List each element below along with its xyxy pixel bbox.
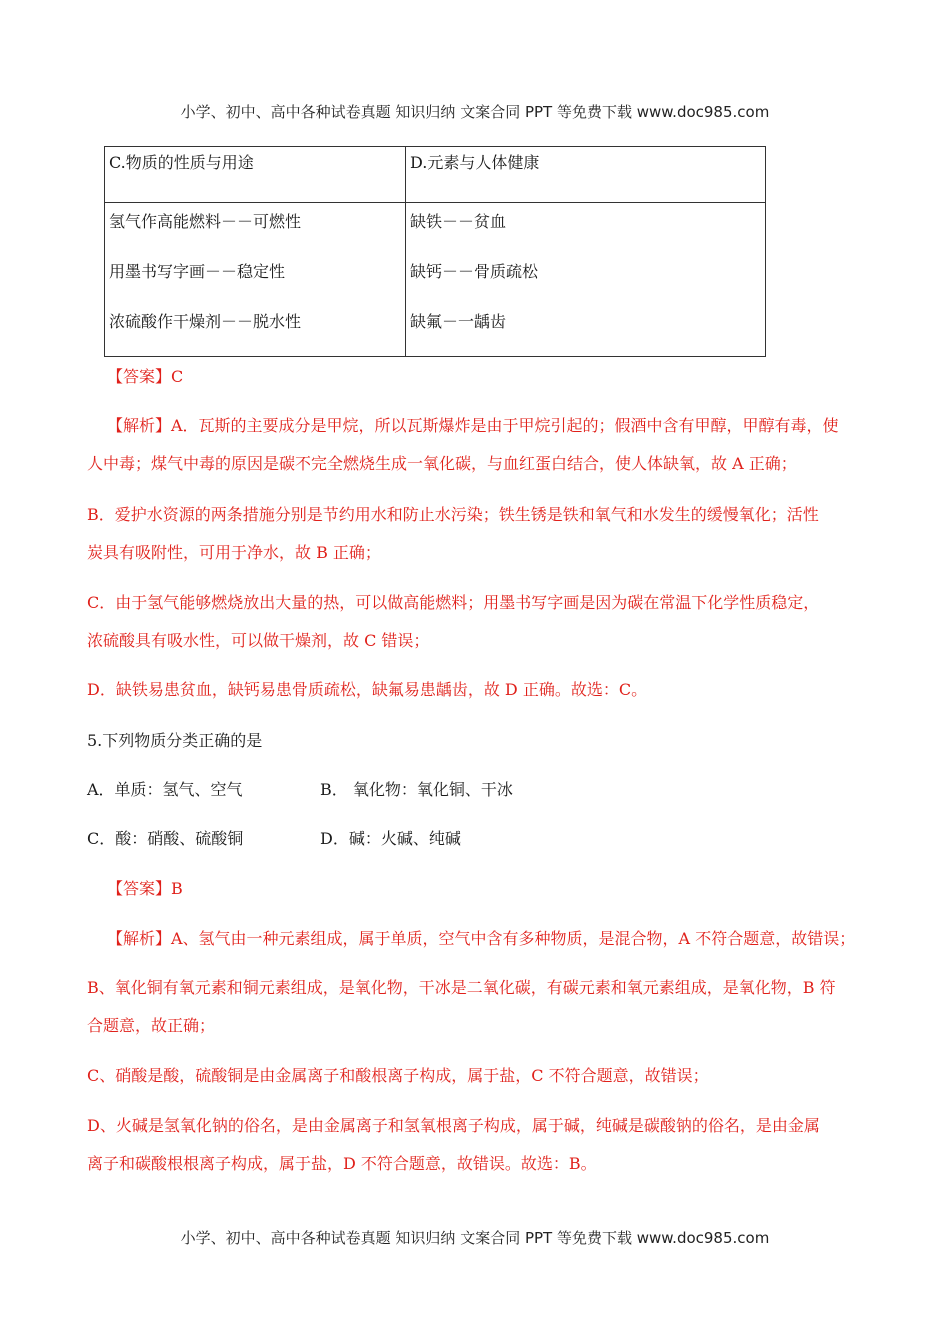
q4-analysis-line-1: 【解析】A．瓦斯的主要成分是甲烷，所以瓦斯爆炸是由于甲烷引起的；假酒中含有甲醇，甲醇有毒，使	[107, 416, 839, 435]
table-row-d-1: 缺铁－－贫血	[410, 212, 507, 231]
q4-analysis-line-3: B．爱护水资源的两条措施分别是节约用水和防止水污染；铁生锈是铁和氧气和水发生的缓慢氧化；活性	[87, 505, 819, 524]
q5-analysis-line-5: D、火碱是氢氧化钠的俗名，是由金属离子和氢氧根离子构成，属于碱，纯碱是碳酸钠的俗名，是由金属	[87, 1116, 820, 1135]
q5-analysis-line-6: 离子和碳酸根根离子构成，属于盐，D 不符合题意，故错误。故选：B。	[87, 1154, 597, 1173]
q5-option-b: B． 氧化物：氧化铜、干冰	[320, 780, 513, 799]
q5-option-c: C．酸：硝酸、硫酸铜	[87, 829, 244, 848]
q4-analysis-line-2: 人中毒；煤气中毒的原因是碳不完全燃烧生成一氧化碳，与血红蛋白结合，使人体缺氧，故 A 正确；	[87, 454, 797, 473]
q4-analysis-line-5: C．由于氢气能够燃烧放出大量的热，可以做高能燃料；用墨书写字画是因为碳在常温下化学性质稳定，	[87, 593, 820, 612]
table-row-c-1: 氢气作高能燃料－－可燃性	[109, 212, 302, 231]
q4-analysis-line-7: D．缺铁易患贫血，缺钙易患骨质疏松，缺氟易患龋齿，故 D 正确。故选：C。	[87, 680, 648, 699]
page-header: 小学、初中、高中各种试卷真题 知识归纳 文案合同 PPT 等免费下载 www.doc985.com	[180, 103, 770, 121]
q5-option-d: D．碱：火碱、纯碱	[320, 829, 461, 848]
table-header-d: D.元素与人体健康	[406, 147, 766, 203]
page-footer: 小学、初中、高中各种试卷真题 知识归纳 文案合同 PPT 等免费下载 www.doc985.com	[180, 1229, 770, 1247]
q4-answer: 【答案】C	[107, 367, 184, 386]
option-table	[104, 146, 766, 357]
q4-analysis-line-6: 浓硫酸具有吸水性，可以做干燥剂，故 C 错误；	[87, 631, 430, 650]
table-row-d-2: 缺钙－－骨质疏松	[410, 262, 539, 281]
table-cell-c	[105, 203, 406, 357]
table-header-c: C.物质的性质与用途	[105, 147, 406, 203]
q5-option-a: A．单质：氢气、空气	[87, 780, 243, 799]
q5-answer: 【答案】B	[107, 879, 183, 898]
q5-analysis-line-3: 合题意，故正确；	[87, 1016, 216, 1035]
q4-analysis-line-4: 炭具有吸附性，可用于净水，故 B 正确；	[87, 543, 381, 562]
table-cell-d	[406, 203, 766, 357]
q5-stem: 5.下列物质分类正确的是	[87, 731, 263, 750]
q5-analysis-line-2: B、氧化铜有氧元素和铜元素组成，是氧化物，干冰是二氧化碳，有碳元素和氧元素组成，是氧化物，B 符	[87, 978, 836, 997]
table-row-c-2: 用墨书写字画－－稳定性	[109, 262, 286, 281]
table-row-c-3: 浓硫酸作干燥剂－－脱水性	[109, 312, 302, 331]
q5-analysis-line-4: C、硝酸是酸，硫酸铜是由金属离子和酸根离子构成，属于盐，C 不符合题意，故错误；	[87, 1066, 709, 1085]
q5-analysis-line-1: 【解析】A、氢气由一种元素组成，属于单质，空气中含有多种物质，是混合物，A 不符合题意，故错误；	[107, 929, 856, 948]
table-row-d-3: 缺氟－一龋齿	[410, 312, 507, 331]
